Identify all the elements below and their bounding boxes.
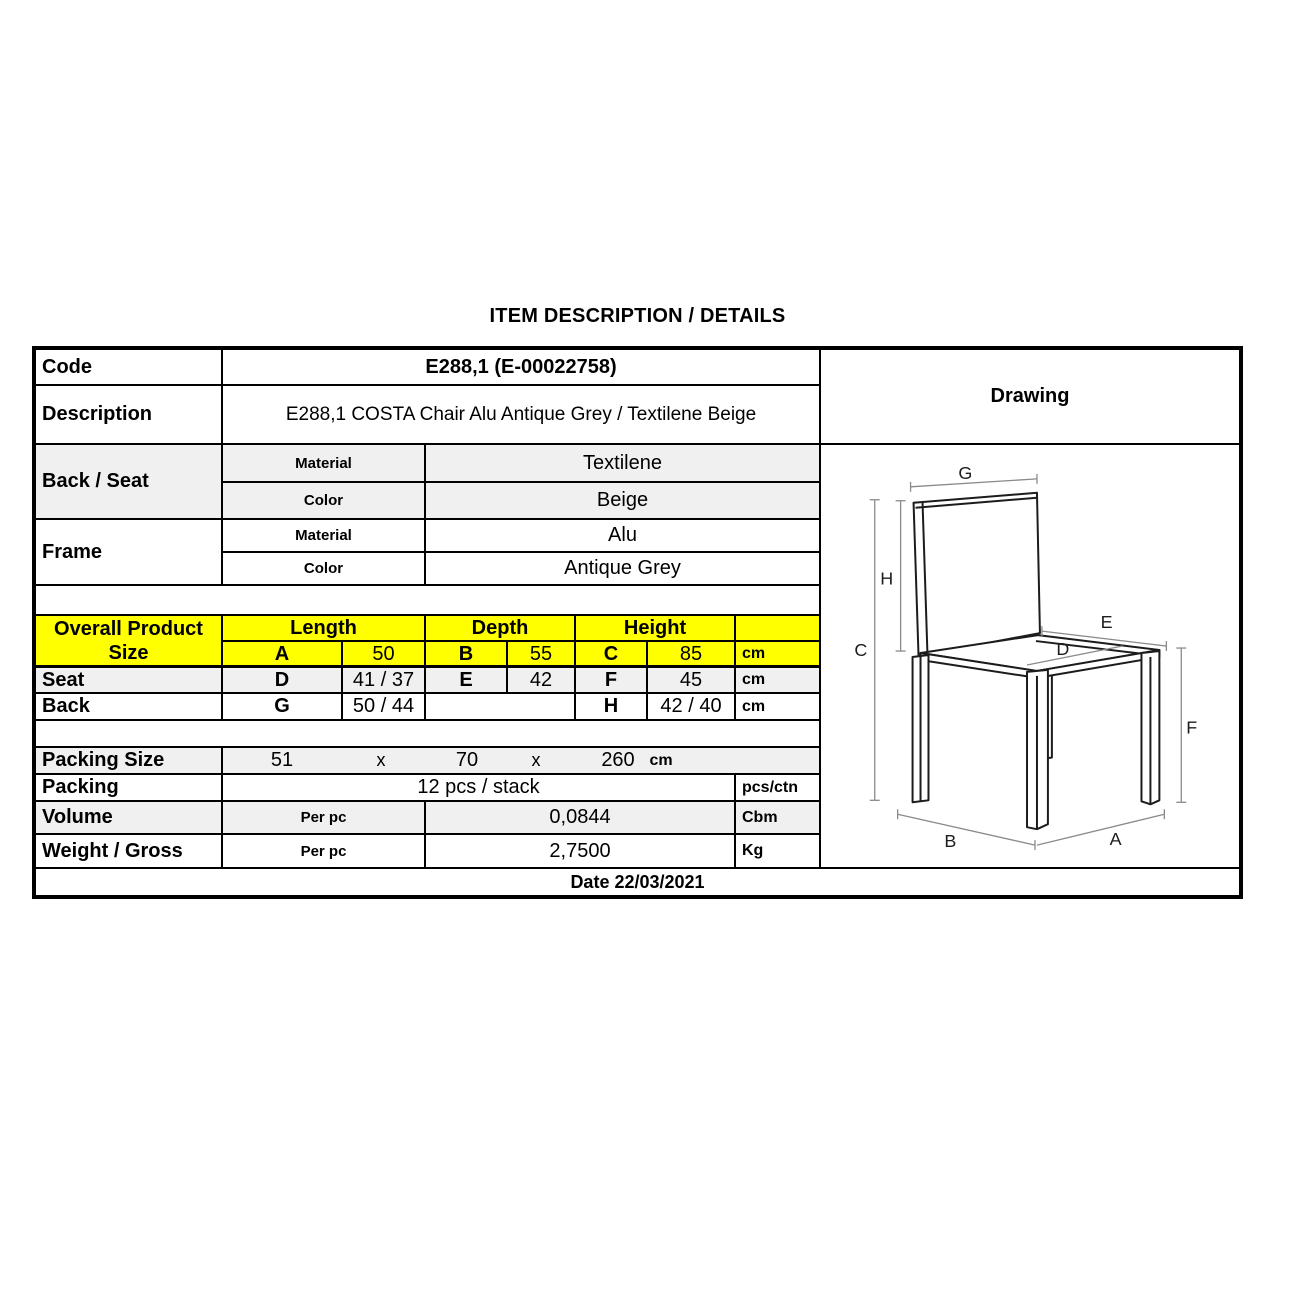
dim-label-G: G — [958, 462, 973, 483]
back-length-value: 50 / 44 — [342, 693, 425, 720]
seat-row-label: Seat — [35, 667, 222, 693]
packing-value: 12 pcs / stack — [222, 774, 735, 801]
dim-line-B — [898, 814, 1035, 845]
volume-unit: Cbm — [735, 801, 820, 834]
back-seat-color-value: Beige — [425, 482, 820, 519]
date-row: Date 22/03/2021 — [35, 868, 1240, 896]
drawing-header: Drawing — [820, 349, 1240, 444]
spacer-row-2 — [35, 720, 820, 747]
size-group-height: Height — [575, 615, 735, 641]
frame-material-value: Alu — [425, 519, 820, 552]
packing-size-depth: 70 — [455, 749, 479, 771]
dim-line-A — [1037, 814, 1164, 845]
dim-label-F: F — [1186, 717, 1198, 738]
packing-size-label: Packing Size — [35, 747, 222, 774]
packing-size-width: 51 — [270, 749, 294, 771]
size-corner-cell — [35, 615, 222, 667]
back-depth-empty — [425, 693, 575, 720]
packing-size-value — [222, 747, 820, 774]
overall-height-letter: C — [575, 641, 647, 667]
weight-basis: Per pc — [222, 834, 425, 868]
back-height-value: 42 / 40 — [647, 693, 735, 720]
code-label: Code — [35, 349, 222, 385]
dim-label-E: E — [1100, 612, 1113, 633]
dim-label-C: C — [854, 640, 868, 660]
back-unit: cm — [735, 693, 820, 720]
chair-technical-drawing — [821, 444, 1239, 868]
overall-length-value: 50 — [342, 641, 425, 667]
weight-label: Weight / Gross — [35, 834, 222, 868]
volume-label: Volume — [35, 801, 222, 834]
description-value: E288,1 COSTA Chair Alu Antique Grey / Textilene Beige — [222, 385, 820, 444]
back-seat-label: Back / Seat — [35, 444, 222, 519]
packing-size-x2: x — [531, 750, 541, 770]
seat-length-value: 41 / 37 — [342, 667, 425, 693]
overall-height-value: 85 — [647, 641, 735, 667]
back-row-label: Back — [35, 693, 222, 720]
drawing-area — [820, 444, 1240, 868]
seat-length-letter: D — [222, 667, 342, 693]
volume-value: 0,0844 — [425, 801, 735, 834]
dim-label-A: A — [1109, 829, 1122, 850]
volume-basis: Per pc — [222, 801, 425, 834]
seat-unit: cm — [735, 667, 820, 693]
back-length-letter: G — [222, 693, 342, 720]
packing-unit: pcs/ctn — [735, 774, 820, 801]
back-seat-material-label: Material — [222, 444, 425, 482]
frame-color-value: Antique Grey — [425, 552, 820, 585]
back-height-letter: H — [575, 693, 647, 720]
packing-label: Packing — [35, 774, 222, 801]
frame-label: Frame — [35, 519, 222, 585]
dim-label-D: D — [1056, 639, 1070, 660]
size-group-unit-empty — [735, 615, 820, 641]
spec-table — [32, 346, 1243, 899]
code-value: E288,1 (E-00022758) — [222, 349, 820, 385]
size-group-depth: Depth — [425, 615, 575, 641]
overall-depth-value: 55 — [507, 641, 575, 667]
frame-color-label: Color — [222, 552, 425, 585]
overall-unit: cm — [735, 641, 820, 667]
dim-line-G — [911, 479, 1037, 487]
back-seat-color-label: Color — [222, 482, 425, 519]
packing-size-height: 260 — [601, 749, 635, 771]
overall-depth-letter: B — [425, 641, 507, 667]
seat-height-letter: F — [575, 667, 647, 693]
dim-label-H: H — [880, 568, 894, 589]
weight-value: 2,7500 — [425, 834, 735, 868]
chair-backrest-panel — [914, 493, 1040, 656]
frame-material-label: Material — [222, 519, 425, 552]
packing-size-x1: x — [376, 750, 386, 770]
dim-label-B: B — [944, 831, 957, 852]
overall-length-letter: A — [222, 641, 342, 667]
back-seat-material-value: Textilene — [425, 444, 820, 482]
size-group-length: Length — [222, 615, 425, 641]
weight-unit: Kg — [735, 834, 820, 868]
seat-depth-letter: E — [425, 667, 507, 693]
size-corner-line2: Size — [108, 642, 149, 664]
spacer-row-1 — [35, 585, 820, 615]
seat-depth-value: 42 — [507, 667, 575, 693]
description-label: Description — [35, 385, 222, 444]
size-corner-line1: Overall Product — [54, 618, 203, 640]
page-title: ITEM DESCRIPTION / DETAILS — [489, 305, 786, 327]
packing-size-unit: cm — [649, 751, 673, 769]
seat-height-value: 45 — [647, 667, 735, 693]
